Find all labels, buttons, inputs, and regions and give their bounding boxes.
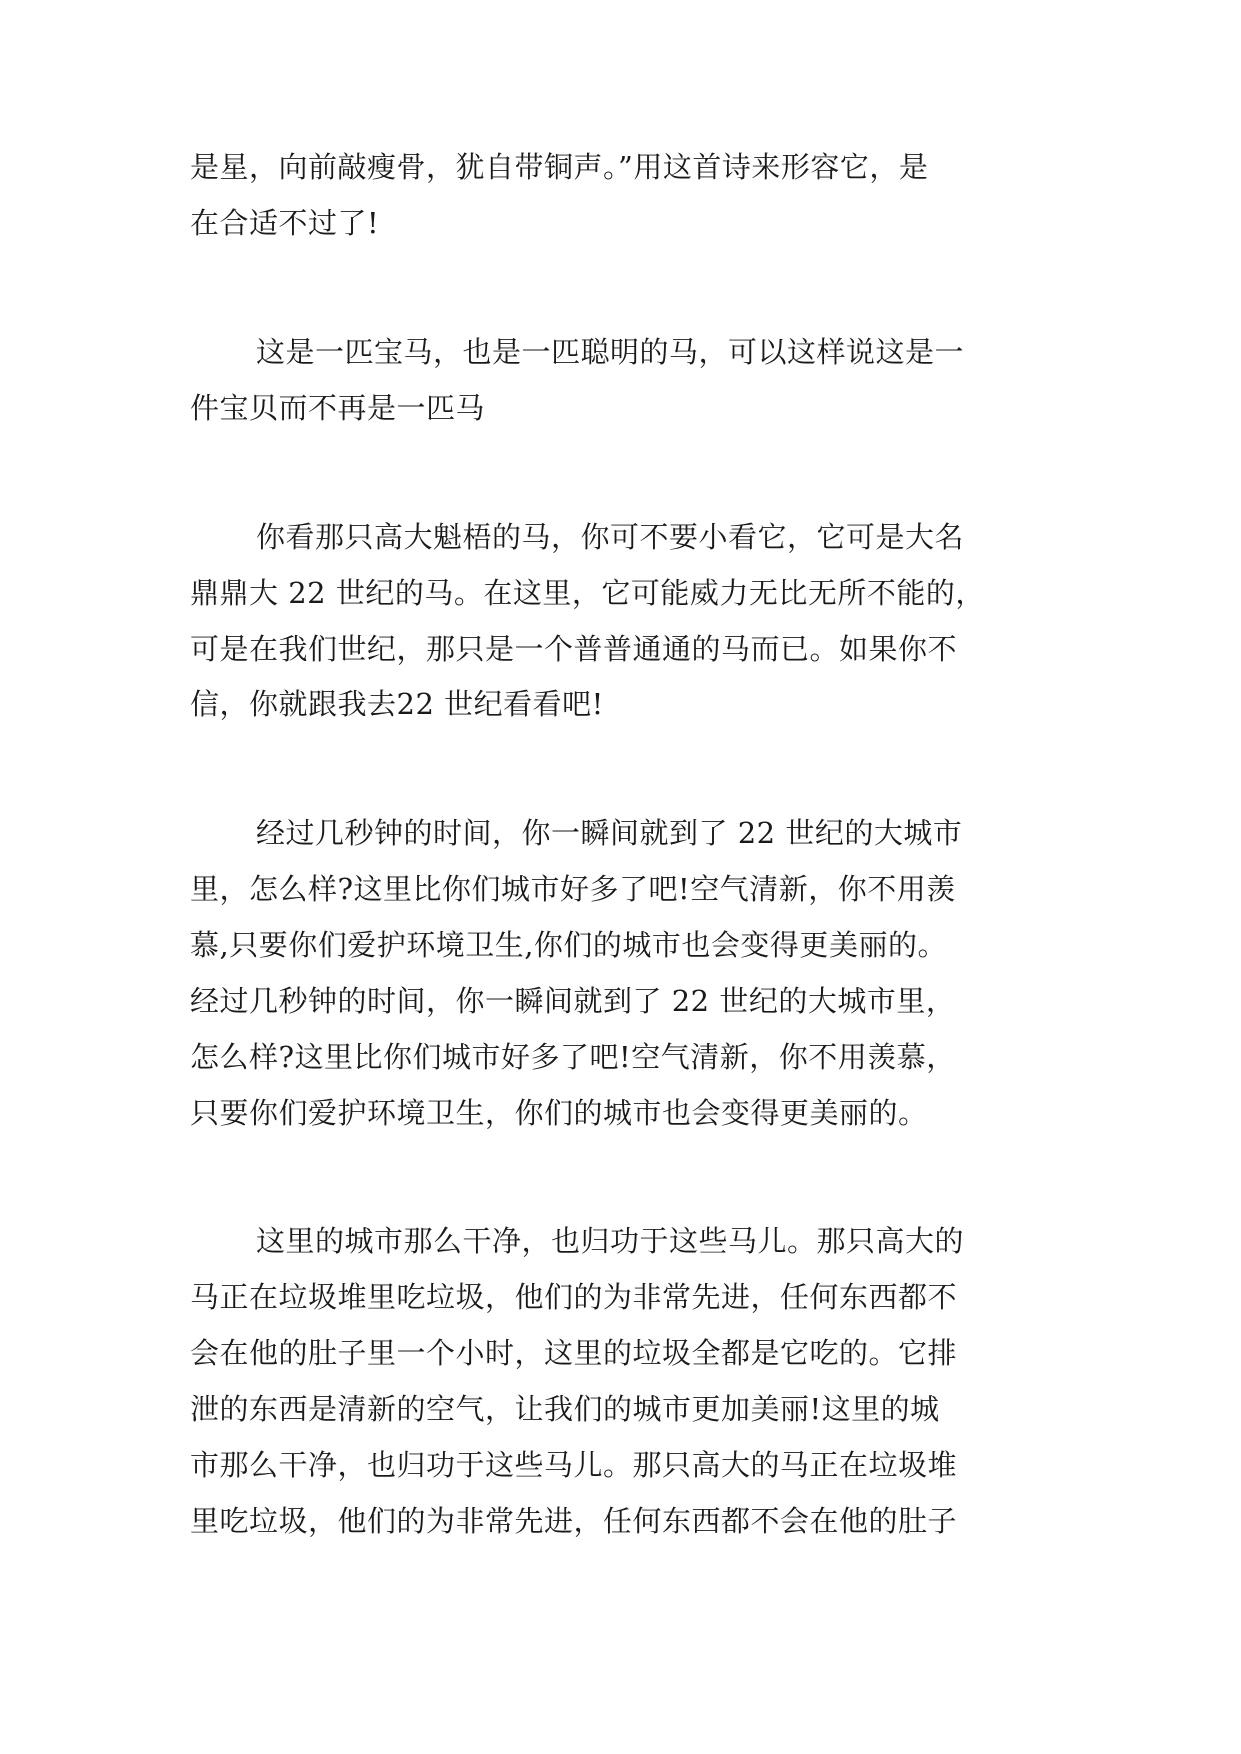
paragraph-3-line-3: 可是在我们世纪，那只是一个普普通通的马而已。如果你不 [190,632,958,666]
paragraph-4-line-2: 里，怎么样?这里比你们城市好多了吧!空气清新，你不用羡 [190,872,956,906]
paragraph-3-line-1: 你看那只高大魁梧的马，你可不要小看它，它可是大名 [256,520,965,554]
paragraph-5-line-3: 会在他的肚子里一个小时，这里的垃圾全都是它吃的。它排 [190,1336,958,1370]
paragraph-2-line-2: 件宝贝而不再是一匹马 [190,391,486,425]
paragraph-1-line-2: 在合适不过了! [190,206,380,240]
paragraph-4-line-1: 经过几秒钟的时间，你一瞬间就到了 22 世纪的大城市 [256,816,963,850]
paragraph-5-line-5: 市那么干净，也归功于这些马儿。那只高大的马正在垃圾堆 [190,1448,958,1482]
paragraph-2-line-1: 这是一匹宝马，也是一匹聪明的马，可以这样说这是一 [256,335,965,369]
paragraph-4-line-6: 只要你们爱护环境卫生，你们的城市也会变得更美丽的。 [190,1096,928,1130]
paragraph-3-line-4: 信，你就跟我去22 世纪看看吧! [190,687,604,721]
paragraph-1-line-1: 是星，向前敲瘦骨，犹自带铜声。”用这首诗来形容它，是 [190,150,929,184]
paragraph-5-line-2: 马正在垃圾堆里吃垃圾，他们的为非常先进，任何东西都不 [190,1280,958,1314]
paragraph-4-line-5: 怎么样?这里比你们城市好多了吧!空气清新，你不用羡慕， [190,1040,956,1074]
paragraph-5-line-1: 这里的城市那么干净，也归功于这些马儿。那只高大的 [256,1224,965,1258]
paragraph-3-line-2: 鼎鼎大 22 世纪的马。在这里，它可能威力无比无所不能的， [190,576,985,610]
paragraph-5-line-6: 里吃垃圾，他们的为非常先进，任何东西都不会在他的肚子 [190,1504,958,1538]
paragraph-4-line-4: 经过几秒钟的时间，你一瞬间就到了 22 世纪的大城市里， [190,984,956,1018]
paragraph-5-line-4: 泄的东西是清新的空气，让我们的城市更加美丽!这里的城 [190,1392,940,1426]
paragraph-4-line-3: 慕,只要你们爱护环境卫生,你们的城市也会变得更美丽的。 [190,928,947,962]
